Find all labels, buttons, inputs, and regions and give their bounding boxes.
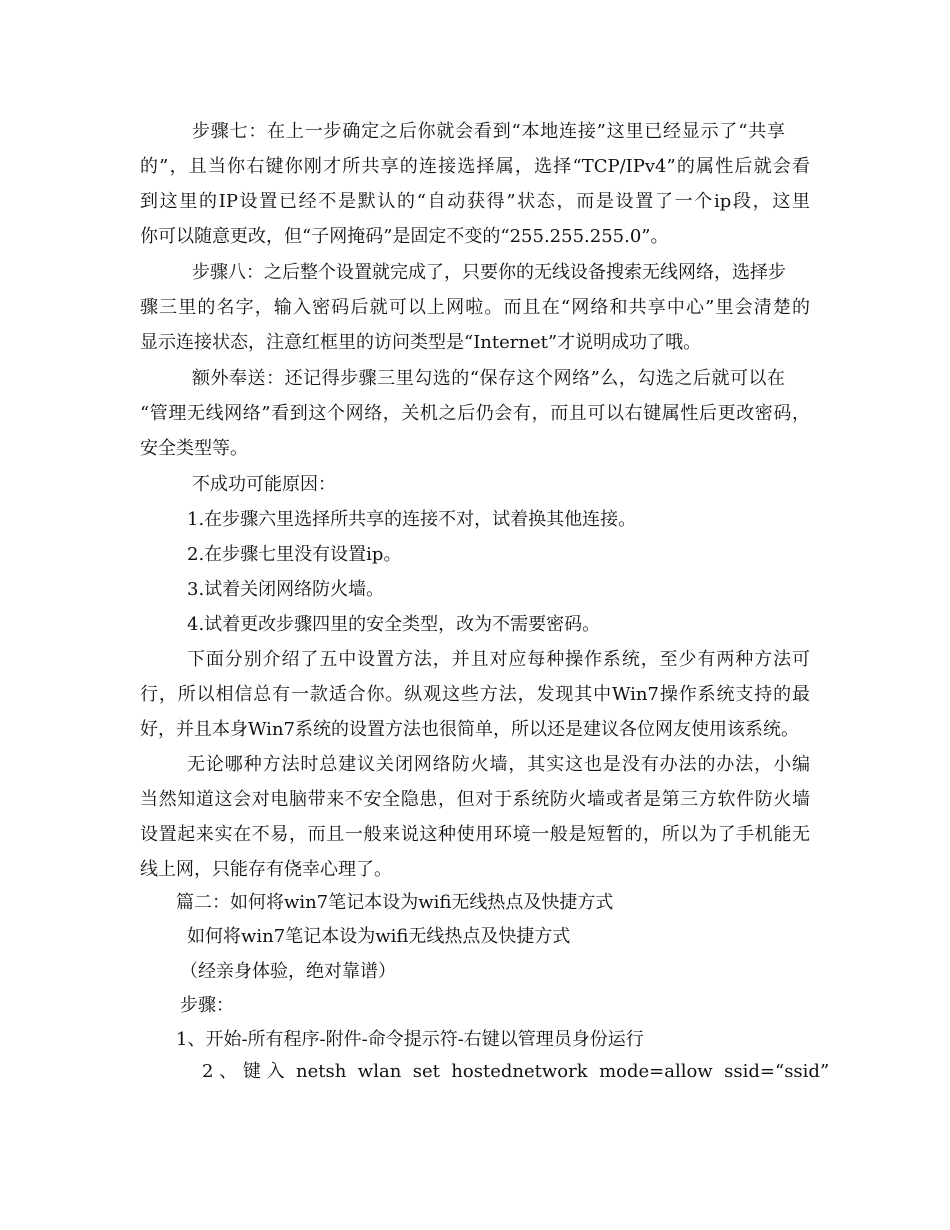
paragraph-line: 线上网，只能存有侥幸心理了。 xyxy=(140,859,392,880)
paragraph-line: 额外奉送：还记得步骤三里勾选的“保存这个网络”么，勾选之后就可以在 xyxy=(192,368,785,389)
paragraph-line: 无论哪种方法时总建议关闭网络防火墙，其实这也是没有办法的办法，小编 xyxy=(187,754,810,775)
paragraph-line: 设置起来实在不易，而且一般来说这种使用环境一般是短暂的，所以为了手机能无 xyxy=(140,824,810,845)
section-heading: 不成功可能原因： xyxy=(192,474,336,495)
list-item: 4.试着更改步骤四里的安全类型，改为不需要密码。 xyxy=(187,614,601,635)
paragraph-line: 当然知道这会对电脑带来不安全隐患，但对于系统防火墙或者是第三方软件防火墙 xyxy=(140,789,810,810)
paragraph-line: 下面分别介绍了五中设置方法，并且对应每种操作系统，至少有两种方法可 xyxy=(187,649,810,670)
step-item: 1、开始-所有程序-附件-命令提示符-右键以管理员身份运行 xyxy=(176,1029,644,1050)
paragraph-line: 步骤七：在上一步确定之后你就会看到“本地连接”这里已经显示了“共享 xyxy=(192,121,785,142)
paragraph-line: 骤三里的名字，输入密码后就可以上网啦。而且在“网络和共享中心”里会清楚的 xyxy=(140,297,810,318)
paragraph-line: 行，所以相信总有一款适合你。纵观这些方法，发现其中Win7操作系统支持的最 xyxy=(140,684,810,705)
article-title: 如何将win7笔记本设为wifi无线热点及快捷方式 xyxy=(187,926,571,947)
steps-heading: 步骤： xyxy=(180,995,234,1016)
paragraph-line: 到这里的IP设置已经不是默认的“自动获得”状态，而是设置了一个ip段，这里 xyxy=(140,191,810,212)
paragraph-line: 的”，且当你右键你刚才所共享的连接选择属，选择“TCP/IPv4”的属性后就会看 xyxy=(140,156,810,177)
paragraph-line: 好，并且本身Win7系统的设置方法也很简单，所以还是建议各位网友使用该系统。 xyxy=(140,719,799,740)
list-item: 2.在步骤七里没有设置ip。 xyxy=(187,544,402,565)
paragraph-line: 你可以随意更改，但“子网掩码”是固定不变的“255.255.255.0”。 xyxy=(140,226,669,247)
paragraph-line: “管理无线网络”看到这个网络，关机之后仍会有，而且可以右键属性后更改密码， xyxy=(140,403,810,424)
paragraph-line: 安全类型等。 xyxy=(140,438,248,459)
paragraph-line: 步骤八：之后整个设置就完成了，只要你的无线设备搜索无线网络，选择步 xyxy=(192,262,786,283)
list-item: 1.在步骤六里选择所共享的连接不对，试着换其他连接。 xyxy=(187,509,637,530)
step-item: 2 、 键 入 netsh wlan set hostednetwork mode=allow ssid=“ssid” xyxy=(202,1061,830,1082)
list-item: 3.试着关闭网络防火墙。 xyxy=(187,579,385,600)
paragraph-line: 显示连接状态，注意红框里的访问类型是“Internet”才说明成功了哦。 xyxy=(140,332,702,353)
subtitle: （经亲身体验，绝对靠谱） xyxy=(180,961,396,982)
section-title: 篇二：如何将win7笔记本设为wifi无线热点及快捷方式 xyxy=(176,892,614,913)
